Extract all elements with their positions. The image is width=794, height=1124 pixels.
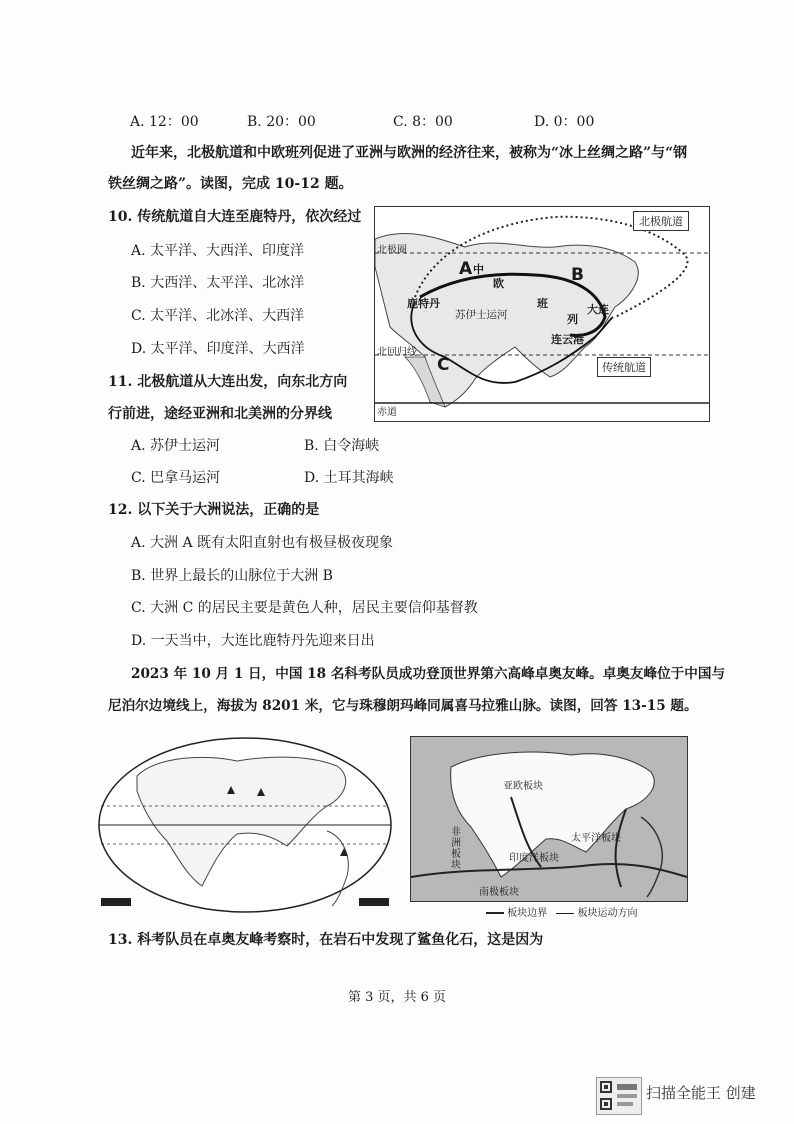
arctic-circle-label: 北极圈	[377, 245, 407, 256]
q10-stem: 10. 传统航道自大连至鹿特丹，依次经过	[108, 209, 362, 225]
legend-boundary-symbol	[486, 912, 504, 914]
rail-label-ou: 欧	[493, 277, 504, 290]
q9-option-a: A. 12：00	[130, 114, 199, 130]
rail-label-lie: 列	[567, 313, 578, 326]
legend-direction-label: 板块运动方向	[577, 908, 638, 919]
plate-map	[410, 736, 688, 902]
page-footer: 第 3 页，共 6 页	[347, 990, 447, 1005]
traditional-route-label: 传统航道	[597, 357, 651, 377]
intro2-line2: 尼泊尔边境线上，海拔为 8201 米，它与珠穆朗玛峰同属喜马拉雅山脉。读图，回答 13-15 题。	[108, 698, 698, 714]
arctic-route-label: 北极航道	[633, 211, 689, 231]
pacific-plate-label: 太平洋板块	[571, 833, 621, 844]
q11-option-c: C. 巴拿马运河	[131, 470, 221, 486]
q11-stem-line1: 11. 北极航道从大连出发，向东北方向	[108, 374, 348, 390]
world-mountain-map-svg	[97, 736, 393, 914]
continent-c-label: C	[437, 355, 450, 375]
q13-stem: 13. 科考队员在卓奥友峰考察时，在岩石中发现了鲨鱼化石，这是因为	[108, 932, 544, 948]
world-mountain-map	[97, 736, 393, 914]
intro2-line1: 2023 年 10 月 1 日，中国 18 名科考队员成功登顶世界第六高峰卓奥友峰。卓奥友峰位于中国与	[131, 666, 726, 682]
lianyungang-label: 连云港	[551, 333, 584, 346]
q10-option-a: A. 太平洋、大西洋、印度洋	[131, 243, 305, 259]
qr-code-icon	[597, 1078, 641, 1114]
q9-option-c: C. 8：00	[393, 114, 453, 130]
legend-boundary-label: 板块边界	[507, 908, 548, 919]
route-map-svg	[375, 207, 709, 421]
continent-b-label: B	[571, 265, 584, 285]
rail-label-zhong: 中	[473, 263, 484, 276]
map-corner-mark-left	[101, 898, 131, 906]
african-plate-label: 非洲板块	[451, 827, 461, 871]
q12-option-a: A. 大洲 A 既有太阳直射也有极昼极夜现象	[131, 535, 394, 551]
legend-direction-symbol	[556, 913, 574, 914]
indian-ocean-plate-label: 印度洋板块	[509, 853, 559, 864]
eurasian-plate-label: 亚欧板块	[503, 781, 543, 792]
scanner-qr-icon	[596, 1077, 642, 1115]
q11-stem-line2: 行前进，途经亚洲和北美洲的分界线	[108, 406, 332, 422]
suez-canal-label: 苏伊士运河	[455, 309, 508, 321]
tropic-cancer-label: 北回归线	[377, 347, 417, 358]
q11-option-a: A. 苏伊士运河	[131, 438, 221, 454]
rotterdam-label: 鹿特丹	[407, 297, 440, 310]
rail-label-ban: 班	[537, 297, 548, 310]
q9-option-d: D. 0：00	[534, 114, 595, 130]
plate-map-legend	[486, 904, 638, 919]
q10-option-d: D. 太平洋、印度洋、大西洋	[131, 341, 305, 357]
plate-map-svg	[411, 737, 687, 901]
q11-option-d: D. 土耳其海峡	[304, 470, 394, 486]
map-corner-mark-right	[359, 898, 389, 906]
q10-option-c: C. 太平洋、北冰洋、大西洋	[131, 308, 305, 324]
intro1-line2: 铁丝绸之路”。读图，完成 10-12 题。	[108, 176, 353, 192]
watermark-text: 扫描全能王 创建	[646, 1084, 756, 1102]
q9-option-b: B. 20：00	[247, 114, 316, 130]
q10-option-b: B. 大西洋、太平洋、北冰洋	[131, 275, 305, 291]
equator-label: 赤道	[377, 407, 397, 418]
q12-stem: 12. 以下关于大洲说法，正确的是	[108, 502, 320, 518]
route-map	[374, 206, 710, 422]
q12-option-c: C. 大洲 C 的居民主要是黄色人种，居民主要信仰基督教	[131, 600, 478, 616]
antarctic-plate-label: 南极板块	[479, 887, 519, 898]
q12-option-b: B. 世界上最长的山脉位于大洲 B	[131, 568, 333, 584]
q12-option-d: D. 一天当中，大连比鹿特丹先迎来日出	[131, 633, 375, 649]
intro1-line1: 近年来，北极航道和中欧班列促进了亚洲与欧洲的经济往来，被称为“冰上丝绸之路”与“钢	[131, 145, 688, 161]
q11-option-b: B. 白令海峡	[304, 438, 380, 454]
dalian-label: 大连	[587, 303, 609, 316]
continent-a-label: A	[459, 259, 473, 279]
